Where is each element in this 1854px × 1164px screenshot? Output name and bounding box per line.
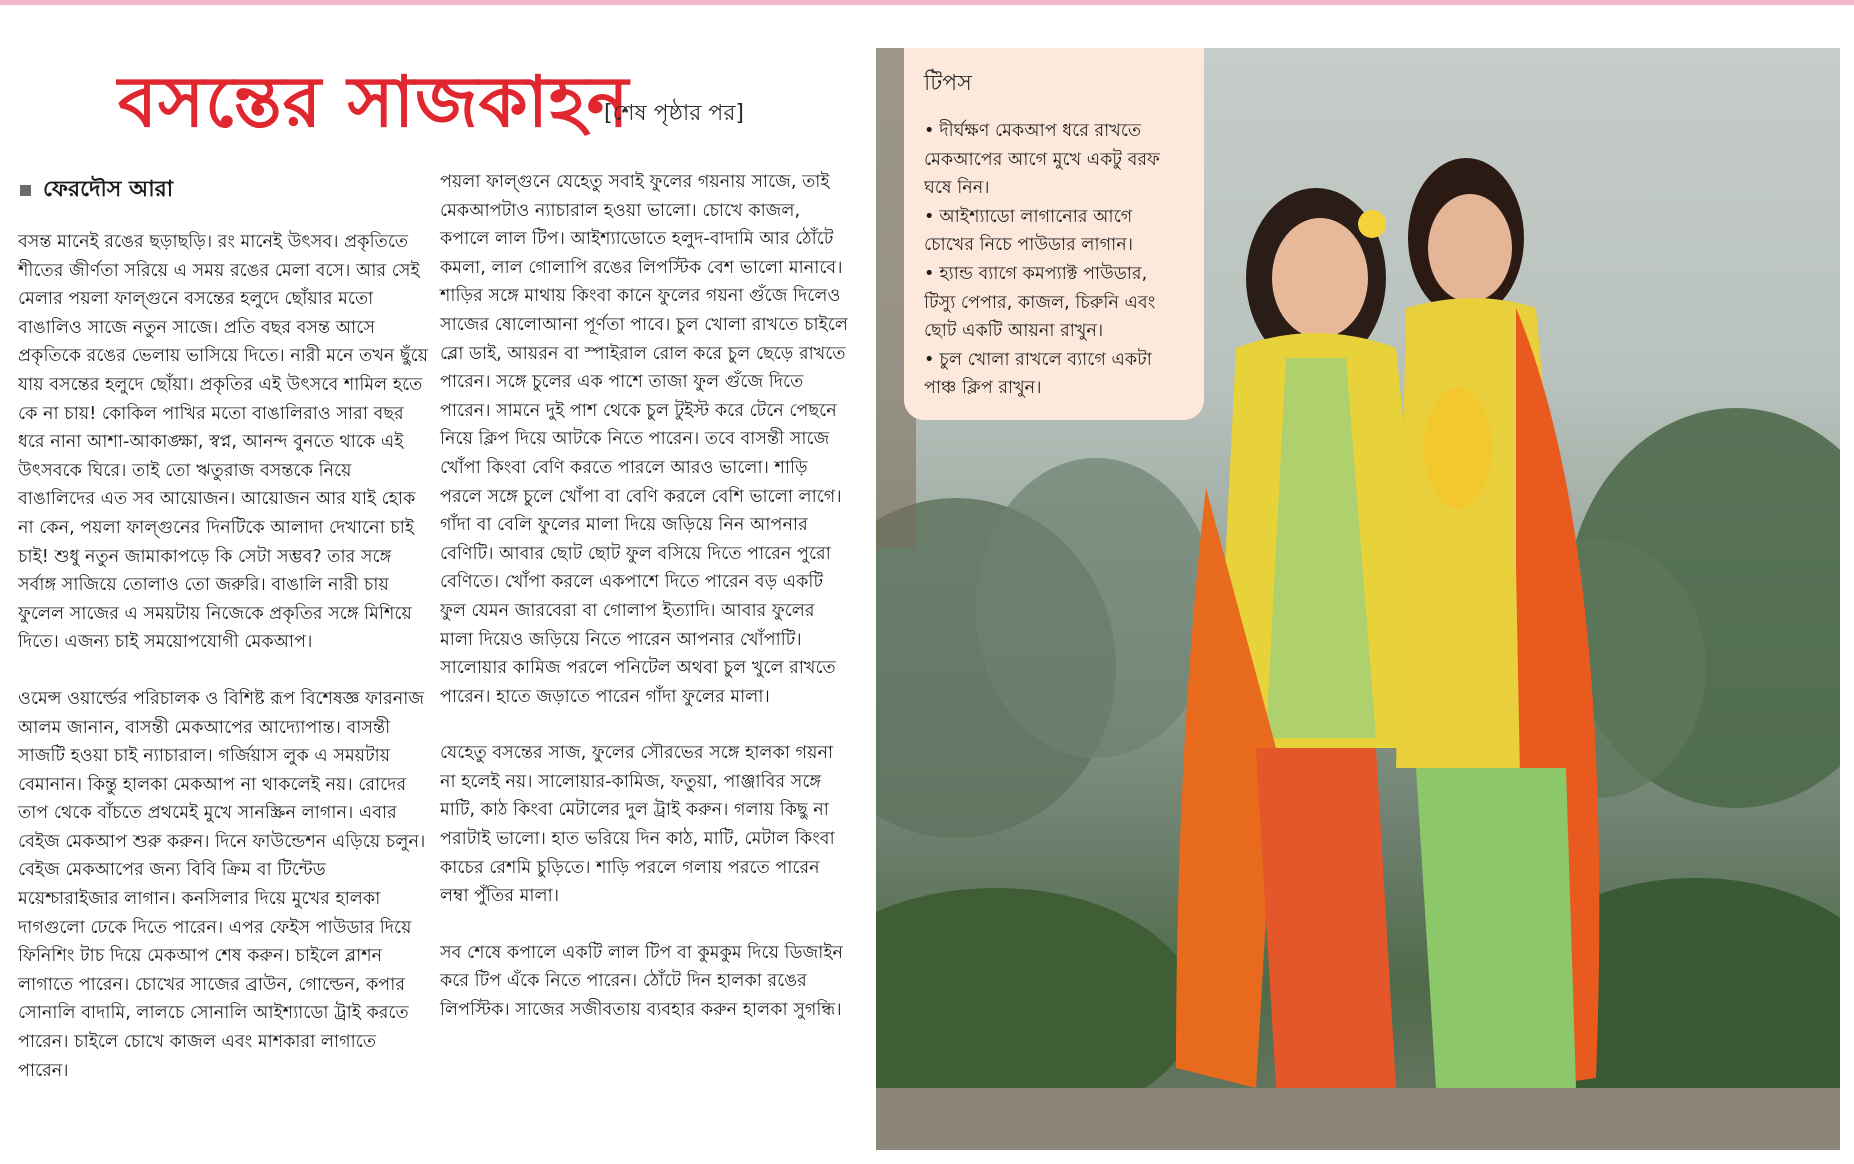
tips-box [904, 48, 1204, 420]
top-rule [0, 0, 1854, 5]
byline [20, 172, 173, 209]
paragraph: সব শেষে কপালে একটি লাল টিপ বা কুমকুম দিয়ে ডিজাইন করে টিপ এঁকে নিতে পারেন। ঠোঁটে দিন হালকা রঙের লিপস্টিক। সাজের সজীবতায় ব্যবহার করুন হালকা সুগন্ধি। [440, 942, 844, 1021]
paragraph: যেহেতু বসন্তের সাজ, ফুলের সৌরভের সঙ্গে হালকা গয়না না হলেই নয়। সালোয়ার-কামিজ, ফতুয়া, পাঞ্জাবির সঙ্গে মাটি, কাঠ কিংবা মেটালের দুল ট্রাই করুন। গলায় কিছু না পরাটাই ভালো। হাত ভরিয়ে দিন কাঠ, মাটি, মেটাল কিংবা কাচের রেশমি চুড়িতে। শাড়ি পরলে গলায় পরতে পারেন লম্বা পুঁতির মালা। [440, 743, 835, 907]
article-column-2 [440, 168, 848, 1025]
paragraph: ওমেন্স ওয়ার্ল্ডের পরিচালক ও বিশিষ্ট রূপ বিশেষজ্ঞ ফারনাজ আলম জানান, বাসন্তী মেকআপের আদ্যোপান্ত। বাসন্তী সাজটি হওয়া চাই ন্যাচারাল। গর্জিয়াস লুক এ সময়টায় বেমানান। কিন্তু হালকা মেকআপ না থাকলেই নয়। রোদের তাপ থেকে বাঁচতে প্রথমেই মুখে সানস্ক্রিন লাগান। এবার বেইজ মেকআপ শুরু করুন। দিনে ফাউন্ডেশন এড়িয়ে চলুন। বেইজ মেকআপের জন্য বিবি ক্রিম বা টিন্টেড ময়েশ্চারাইজার লাগান। কনসিলার দিয়ে মুখের হালকা দাগগুলো ঢেকে দিতে পারেন। এপর ফেইস পাউডার দিয়ে ফিনিশিং টাচ দিয়ে মেকআপ শেষ করুন। চাইলে ব্লাশন লাগাতে পারেন। চোখের সাজের ব্রাউন, গোল্ডেন, কপার সোনালি বাদামি, লালচে সোনালি আইশ্যাডো ট্রাই করতে পারেন। চাইলে চোখে কাজল এবং মাশকারা লাগাতে পারেন। [18, 688, 426, 1081]
article-column-1 [18, 228, 430, 1085]
tip-item: • চুল খোলা রাখলে ব্যাগে একটা পাঞ্চ ক্লিপ রাখুন। [924, 346, 1184, 403]
paragraph: পয়লা ফাল্গুনে যেহেতু সবাই ফুলের গয়নায় সাজে, তাই মেকআপটাও ন্যাচারাল হওয়া ভালো। চোখে কাজল, কপালে লাল টিপ। আইশ্যাডোতে হলুদ-বাদামি আর ঠোঁটে কমলা, লাল গোলাপি রঙের লিপস্টিক বেশ ভালো মানাবে। শাড়ির সঙ্গে মাথায় কিংবা কানে ফুলের গয়না গুঁজে দিলেও সাজের ষোলোআনা পূর্ণতা পাবে। চুল খোলা রাখতে চাইলে ব্লো ডাই, আয়রন বা স্পাইরাল রোল করে চুল ছেড়ে রাখতে পারেন। সঙ্গে চুলের এক পাশে তাজা ফুল গুঁজে দিতে পারেন। সামনে দুই পাশ থেকে চুল টুইস্ট করে টেনে পেছনে নিয়ে ক্লিপ দিয়ে আটকে নিতে পারেন। তবে বাসন্তী সাজে খোঁপা কিংবা বেণি করতে পারলে আরও ভালো। শাড়ি পরলে সঙ্গে চুলে খোঁপা বা বেণি করলে বেশি ভালো লাগে। গাঁদা বা বেলি ফুলের মালা দিয়ে জড়িয়ে নিন আপনার বেণিটি। আবার ছোট ছোট ফুল বসিয়ে দিতে পারেন পুরো বেণিতে। খোঁপা করলে একপাশে দিতে পারেন বড় একটি ফুল যেমন জারবেরা বা গোলাপ ইত্যাদি। আবার ফুলের মালা দিয়েও জড়িয়ে নিতে পারেন আপনার খোঁপাটি। সালোয়ার কামিজ পরলে পনিটেল অথবা চুল খুলে রাখতে পারেন। হাতে জড়াতে পারেন গাঁদা ফুলের মালা। [440, 172, 848, 707]
tips-list [924, 117, 1184, 403]
tips-title: টিপস [924, 71, 972, 96]
continued-label: [শেষ পৃষ্ঠার পর] [604, 101, 745, 126]
paragraph: বসন্ত মানেই রঙের ছড়াছড়ি। রং মানেই উৎসব। প্রকৃতিতে শীতের জীর্ণতা সরিয়ে এ সময় রঙের মেলা বসে। আর সেই মেলার পয়লা ফাল্গুনে বসন্তের হলুদে ছোঁয়ার মতো বাঙালিও সাজে নতুন সাজে। প্রতি বছর বসন্ত আসে প্রকৃতিকে রঙের ভেলায় ভাসিয়ে দিতে। নারী মনে তখন ছুঁয়ে যায় বসন্তের হলুদে ছোঁয়া। প্রকৃতির এই উৎসবে শামিল হতে কে না চায়! কোকিল পাখির মতো বাঙালিরাও সারা বছর ধরে নানা আশা-আকাঙ্ক্ষা, স্বপ্ন, আনন্দ বুনতে থাকে এই উৎসবকে ঘিরে। তাই তো ঋতুরাজ বসন্তকে নিয়ে বাঙালিদের এত সব আয়োজন। আয়োজন আর যাই হোক না কেন, পয়লা ফাল্গুনের দিনটিকে আলাদা দেখানো চাই চাই! শুধু নতুন জামাকাপড়ে কি সেটা সম্ভব? তার সঙ্গে সর্বাঙ্গ সাজিয়ে তোলাও তো জরুরি। বাঙালি নারী চায় ফুলেল সাজের এ সময়টায় নিজেকে প্রকৃতির সঙ্গে মিশিয়ে দিতে। এজন্য চাই সময়োপযোগী মেকআপ। [18, 232, 429, 653]
byline-square-icon [20, 185, 31, 196]
tip-item: • হ্যান্ড ব্যাগে কমপ্যাক্ট পাউডার, টিস্যু পেপার, কাজল, চিরুনি এবং ছোট একটি আয়না রাখুন। [924, 260, 1184, 346]
tip-item: • আইশ্যাডো লাগানোর আগে চোখের নিচে পাউডার লাগান। [924, 203, 1184, 260]
headline: বসন্তের সাজকাহন [118, 60, 630, 143]
tip-item: • দীর্ঘক্ষণ মেকআপ ধরে রাখতে মেকআপের আগে মুখে একটু বরফ ঘষে নিন। [924, 117, 1184, 203]
author-name: ফেরদৌস আরা [43, 177, 174, 202]
